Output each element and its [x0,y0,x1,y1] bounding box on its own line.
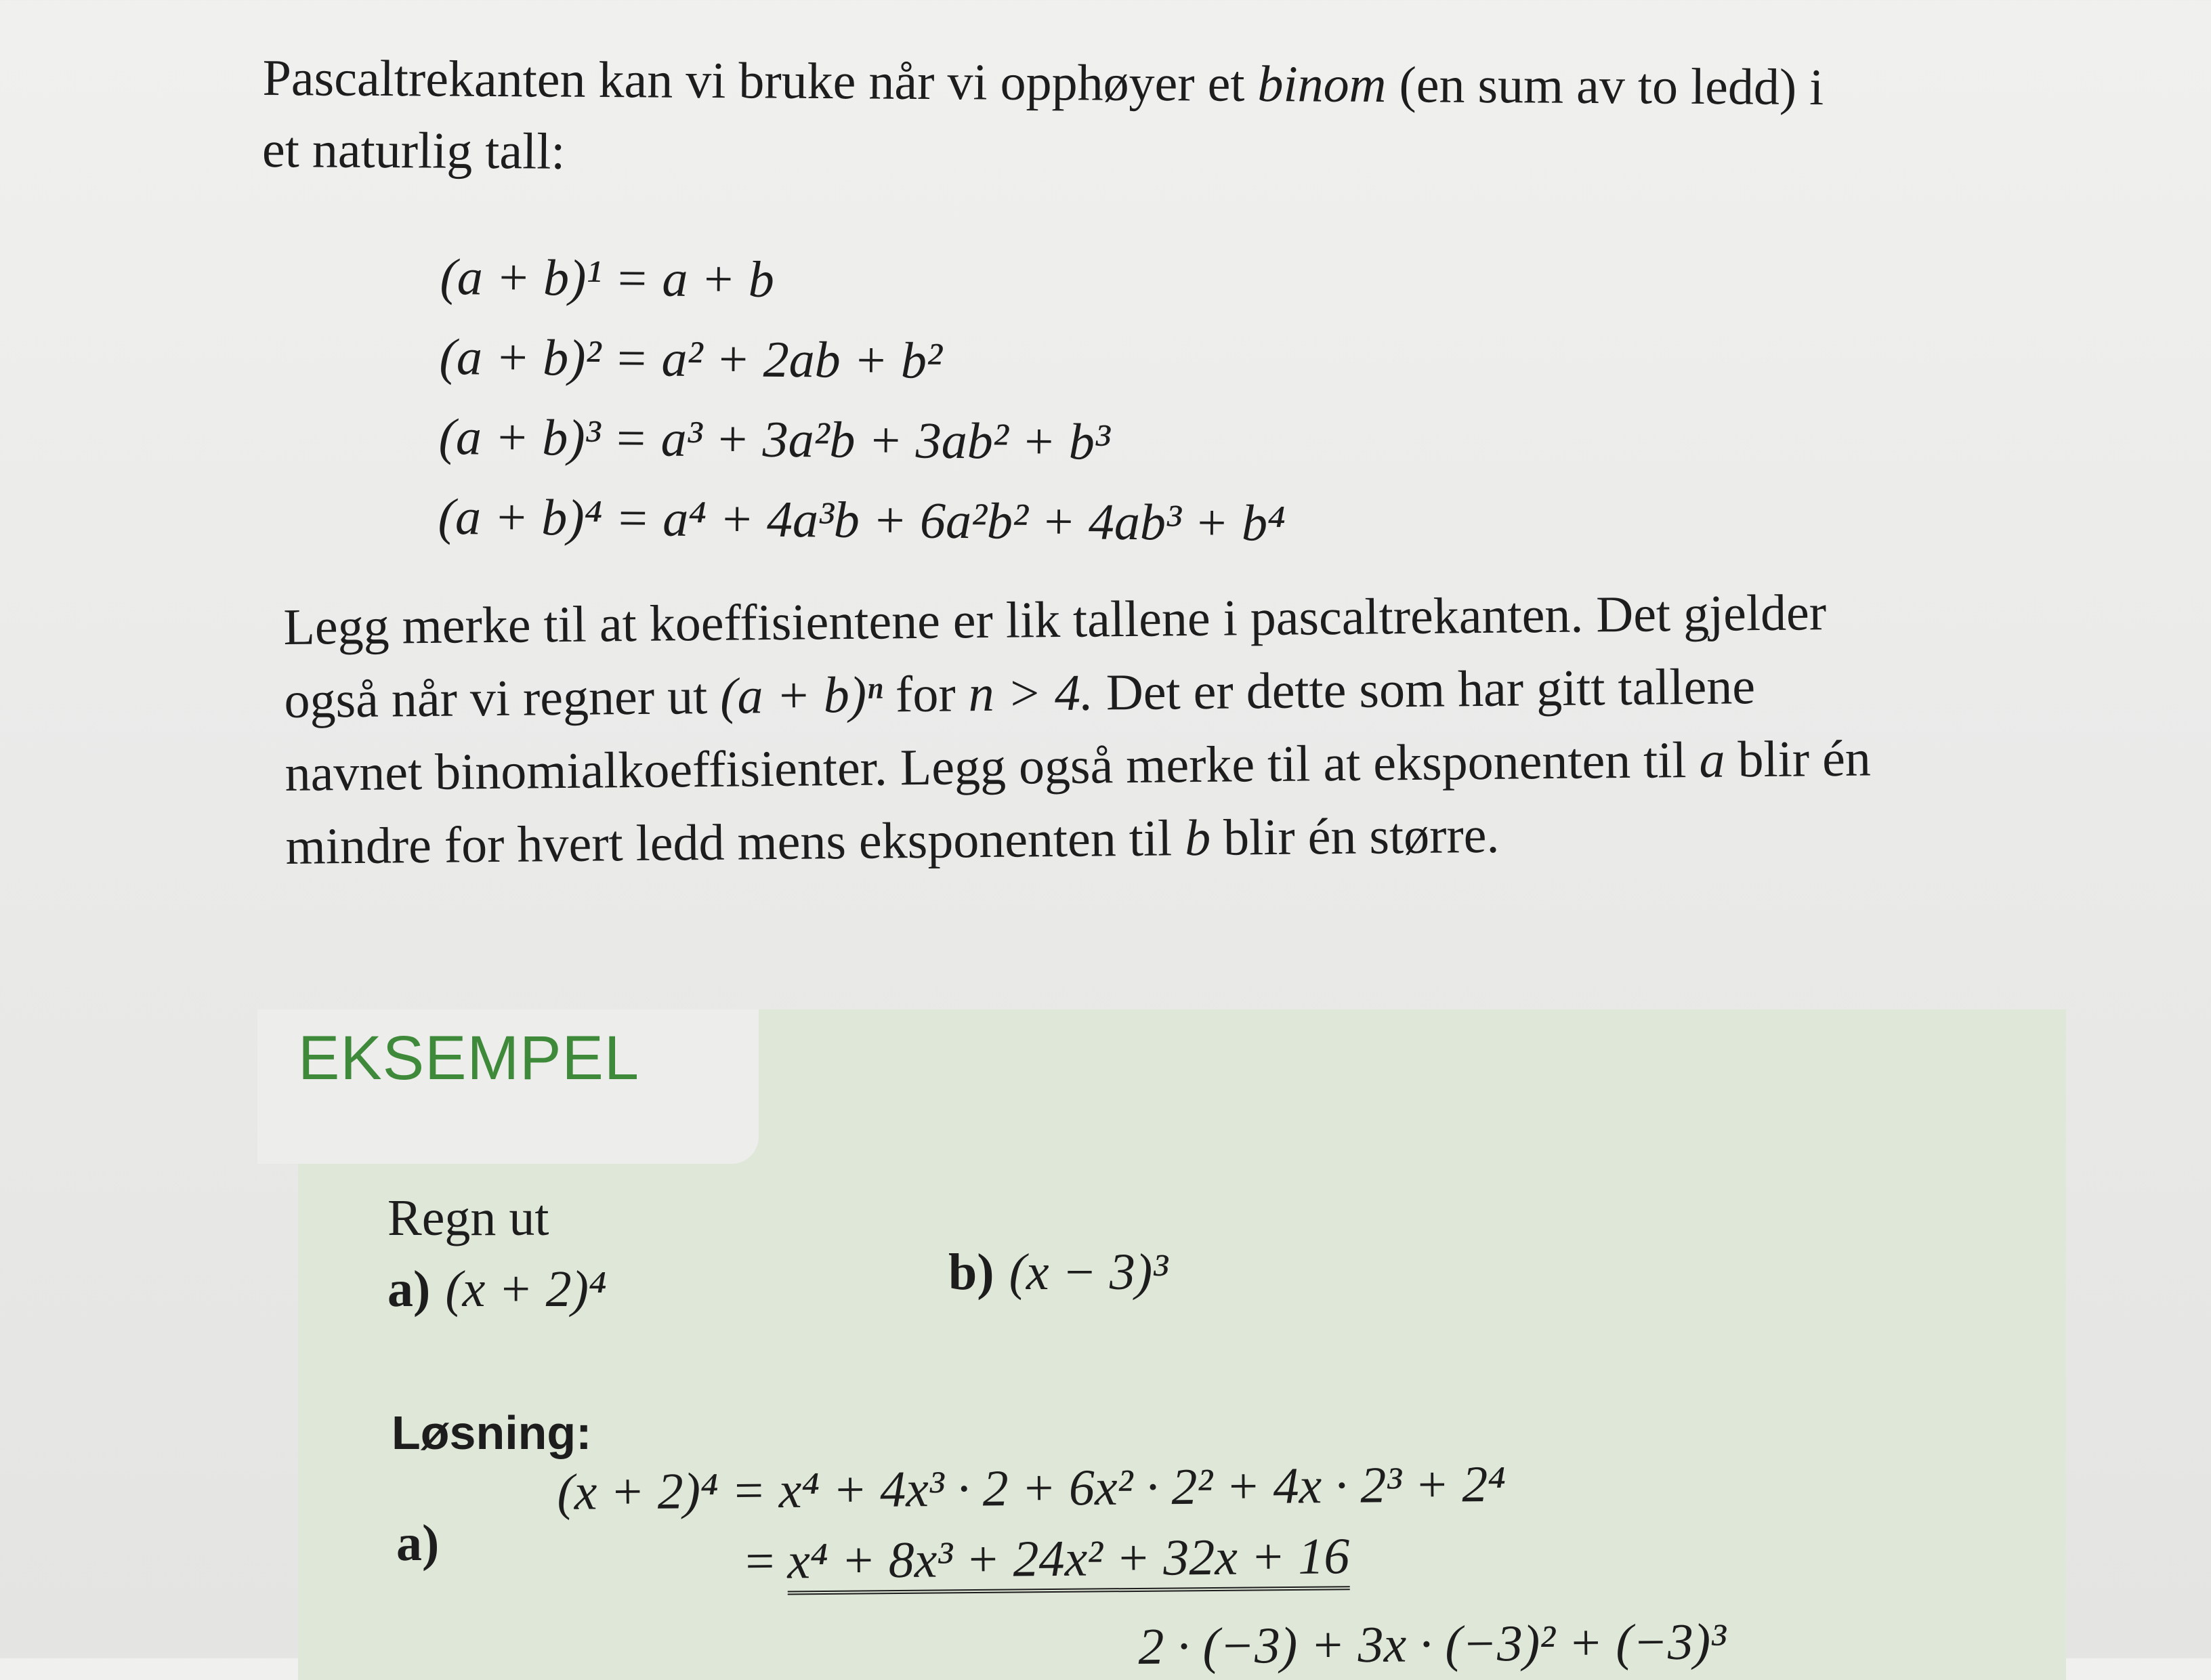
para-var-b: b [1184,809,1211,867]
solution-a-answer: x⁴ + 8x³ + 24x² + 32x + 16 [787,1528,1350,1595]
solution-a-line1: (x + 2)⁴ = x⁴ + 4x³ · 2 + 6x² · 2² + 4x · 2³ + 2⁴ [557,1455,1507,1521]
task-a [387,1260,606,1319]
expansion-power-1: (a + b)¹ = a + b [440,248,775,308]
intro-paragraph [262,42,2092,196]
solution-a-label: a) [396,1515,440,1572]
binomial-expansions [438,237,1287,564]
para-line3-part1: navnet binomialkoeffisienter. Legg også merke til at eksponenten til [285,731,1700,802]
task-b-expression: (x − 3)³ [1009,1244,1168,1301]
coefficient-paragraph [283,573,2115,883]
expansion-power-3: (a + b)³ = a³ + 3a²b + 3ab² + b³ [438,408,1110,471]
solution-b-partial-line: 2 · (−3) + 3x · (−3)² + (−3)³ [1138,1613,1727,1675]
para-line1: Legg merke til at koeffisientene er lik tallene i pascaltrekanten. Det gjelder [283,584,1827,656]
para-line2-part3: Det er dette som har gitt tallene [1093,658,1756,721]
intro-binom-term: binom [1257,55,1387,114]
para-line3-part2: blir én [1725,730,1872,789]
example-heading: EKSEMPEL [298,1024,639,1093]
para-var-a: a [1699,731,1725,789]
example-prompt: Regn ut [387,1190,549,1246]
intro-line1-part1: Pascaltrekanten kan vi bruke når vi opphøyer et [262,49,1258,112]
task-a-expression: (x + 2)⁴ [445,1261,607,1318]
para-line4-part2: blir én større. [1210,806,1500,866]
solution-heading: Løsning: [392,1406,592,1459]
task-b-label: b) [948,1244,994,1301]
solution-a-line2 [745,1527,1350,1591]
para-math-binomial-n: (a + b)ⁿ [719,666,883,725]
para-line2-part2: for [882,665,969,723]
para-line4-part1: mindre for hvert ledd mens eksponenten til [285,810,1185,875]
para-math-n-gt-4: n > 4. [968,664,1094,723]
para-line2-part1: også når vi regner ut [284,667,721,729]
expansion-power-4: (a + b)⁴ = a⁴ + 4a³b + 6a²b² + 4ab³ + b⁴ [438,488,1286,552]
intro-line1-part2: (en sum av to ledd) i [1386,56,1824,117]
task-b [948,1243,1168,1302]
intro-line2: et naturlig tall: [261,121,566,180]
expansion-power-2: (a + b)² = a² + 2ab + b² [439,328,943,390]
task-a-label: a) [387,1261,431,1318]
solution-a-equals: = [745,1532,788,1590]
